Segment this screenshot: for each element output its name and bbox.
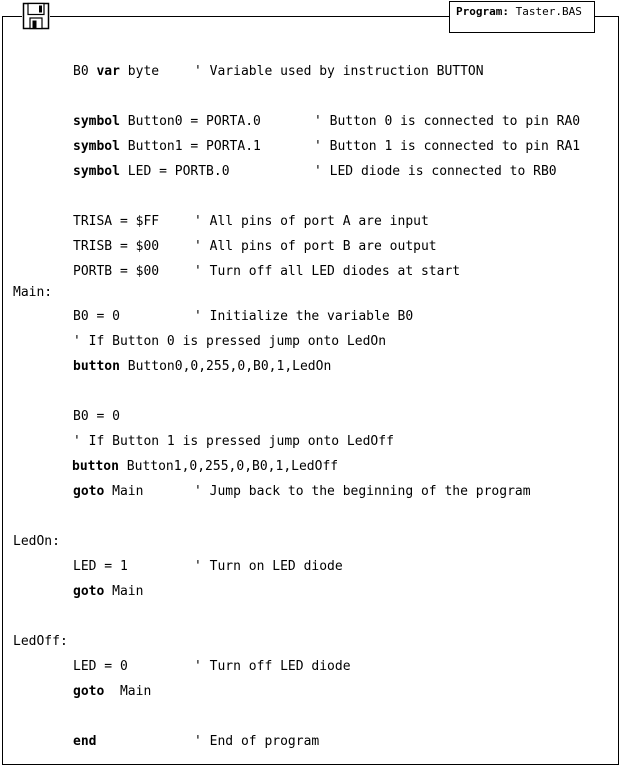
code-comment: ' Turn off all LED diodes at start bbox=[194, 264, 461, 279]
code-comment: ' All pins of port A are input bbox=[194, 214, 429, 229]
code-comment: ' Button 0 is connected to pin RA0 bbox=[314, 114, 581, 129]
floppy-disk-icon bbox=[22, 2, 50, 30]
code-line-symbol-led: symbol LED = PORTB.0 bbox=[73, 164, 230, 179]
code-comment: ' LED diode is connected to RB0 bbox=[314, 164, 557, 179]
code-comment: ' End of program bbox=[194, 734, 320, 749]
code-line-portb: PORTB = $00 bbox=[73, 264, 160, 279]
code-line-trisa: TRISA = $FF bbox=[73, 214, 160, 229]
code-comment: ' Turn on LED diode bbox=[194, 559, 343, 574]
code-label-main: Main: bbox=[13, 285, 53, 300]
program-label: Program: bbox=[456, 5, 509, 18]
code-line-led-on: LED = 1 bbox=[73, 559, 128, 574]
code-line-button1: button Button1,0,255,0,B0,1,LedOff bbox=[72, 459, 339, 474]
program-name-badge bbox=[449, 1, 595, 33]
program-filename: Taster.BAS bbox=[515, 5, 582, 18]
code-line-symbol-button0: symbol Button0 = PORTA.0 bbox=[73, 114, 261, 129]
code-line-goto-main: goto Main bbox=[73, 484, 144, 499]
code-line-led-off: LED = 0 bbox=[73, 659, 128, 674]
code-comment: ' Button 1 is connected to pin RA1 bbox=[314, 139, 581, 154]
code-line-goto-main-ledon: goto Main bbox=[73, 584, 144, 599]
code-line-b0-reset: B0 = 0 bbox=[73, 409, 120, 424]
code-line-b0-init: B0 = 0 bbox=[73, 309, 120, 324]
code-comment-button1: ' If Button 1 is pressed jump onto LedOff bbox=[73, 434, 394, 449]
code-line-end: end bbox=[73, 734, 97, 749]
code-line-button0: button Button0,0,255,0,B0,1,LedOn bbox=[73, 359, 332, 374]
code-comment: ' All pins of port B are output bbox=[194, 239, 437, 254]
code-comment: ' Turn off LED diode bbox=[194, 659, 351, 674]
code-line-b0-declaration: B0 var byte bbox=[73, 64, 160, 79]
code-label-ledon: LedOn: bbox=[13, 534, 60, 549]
code-comment: ' Jump back to the beginning of the program bbox=[194, 484, 531, 499]
code-comment: ' Initialize the variable B0 bbox=[194, 309, 414, 324]
code-line-symbol-button1: symbol Button1 = PORTA.1 bbox=[73, 139, 261, 154]
code-comment-button0: ' If Button 0 is pressed jump onto LedOn bbox=[73, 334, 387, 349]
code-line-goto-main-ledoff: goto Main bbox=[73, 684, 152, 699]
code-label-ledoff: LedOff: bbox=[13, 634, 68, 649]
code-comment: ' Variable used by instruction BUTTON bbox=[194, 64, 484, 79]
code-line-trisb: TRISB = $00 bbox=[73, 239, 160, 254]
